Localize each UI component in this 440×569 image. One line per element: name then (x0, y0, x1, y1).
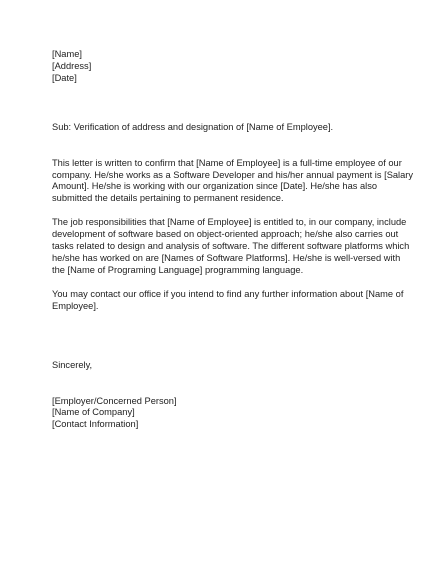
recipient-name: [Name] (52, 49, 82, 59)
recipient-block (52, 49, 397, 85)
subject-text: Sub: Verification of address and designation of [Name of Employee]. (52, 121, 334, 132)
paragraph-line: Employee]. (52, 300, 99, 311)
paragraph-line: submitted the details pertaining to permanent residence. (52, 193, 284, 204)
paragraph-confirmation (52, 157, 414, 206)
subject-line (52, 122, 397, 134)
paragraph-line: development of software based on object-oriented approach; he/she also carries out (52, 229, 399, 240)
paragraph-contact (52, 288, 404, 313)
signature-block (52, 396, 397, 432)
letter-date: [Date] (52, 72, 77, 83)
signature-contact: [Contact Information] (52, 419, 139, 430)
signature-person: [Employer/Concerned Person] (52, 395, 177, 406)
paragraph-line: he/she has worked on are [Names of Software Platforms]. He/she is well-versed with (52, 252, 401, 263)
signature-company: [Name of Company] (52, 407, 135, 418)
paragraph-line: The job responsibilities that [Name of Employee] is entitled to, in our company, include (52, 217, 407, 228)
paragraph-line: You may contact our office if you intend to find any further information about [Name of (52, 288, 404, 299)
paragraph-responsibilities (52, 217, 410, 277)
paragraph-line: the [Name of Programing Language] programming language. (52, 264, 304, 275)
paragraph-line: company. He/she works as a Software Developer and his/her annual payment is [Salary (52, 169, 414, 180)
paragraph-line: Amount]. He/she is working with our organization since [Date]. He/she has also (52, 181, 378, 192)
letter-document (52, 49, 414, 431)
paragraph-line: tasks related to design and analysis of software. The different software platforms which (52, 241, 410, 252)
recipient-address: [Address] (52, 60, 92, 71)
closing-text: Sincerely, (52, 359, 93, 370)
closing-block (52, 360, 397, 372)
paragraph-line: This letter is written to confirm that [Name of Employee] is a full-time employee of our (52, 157, 402, 168)
